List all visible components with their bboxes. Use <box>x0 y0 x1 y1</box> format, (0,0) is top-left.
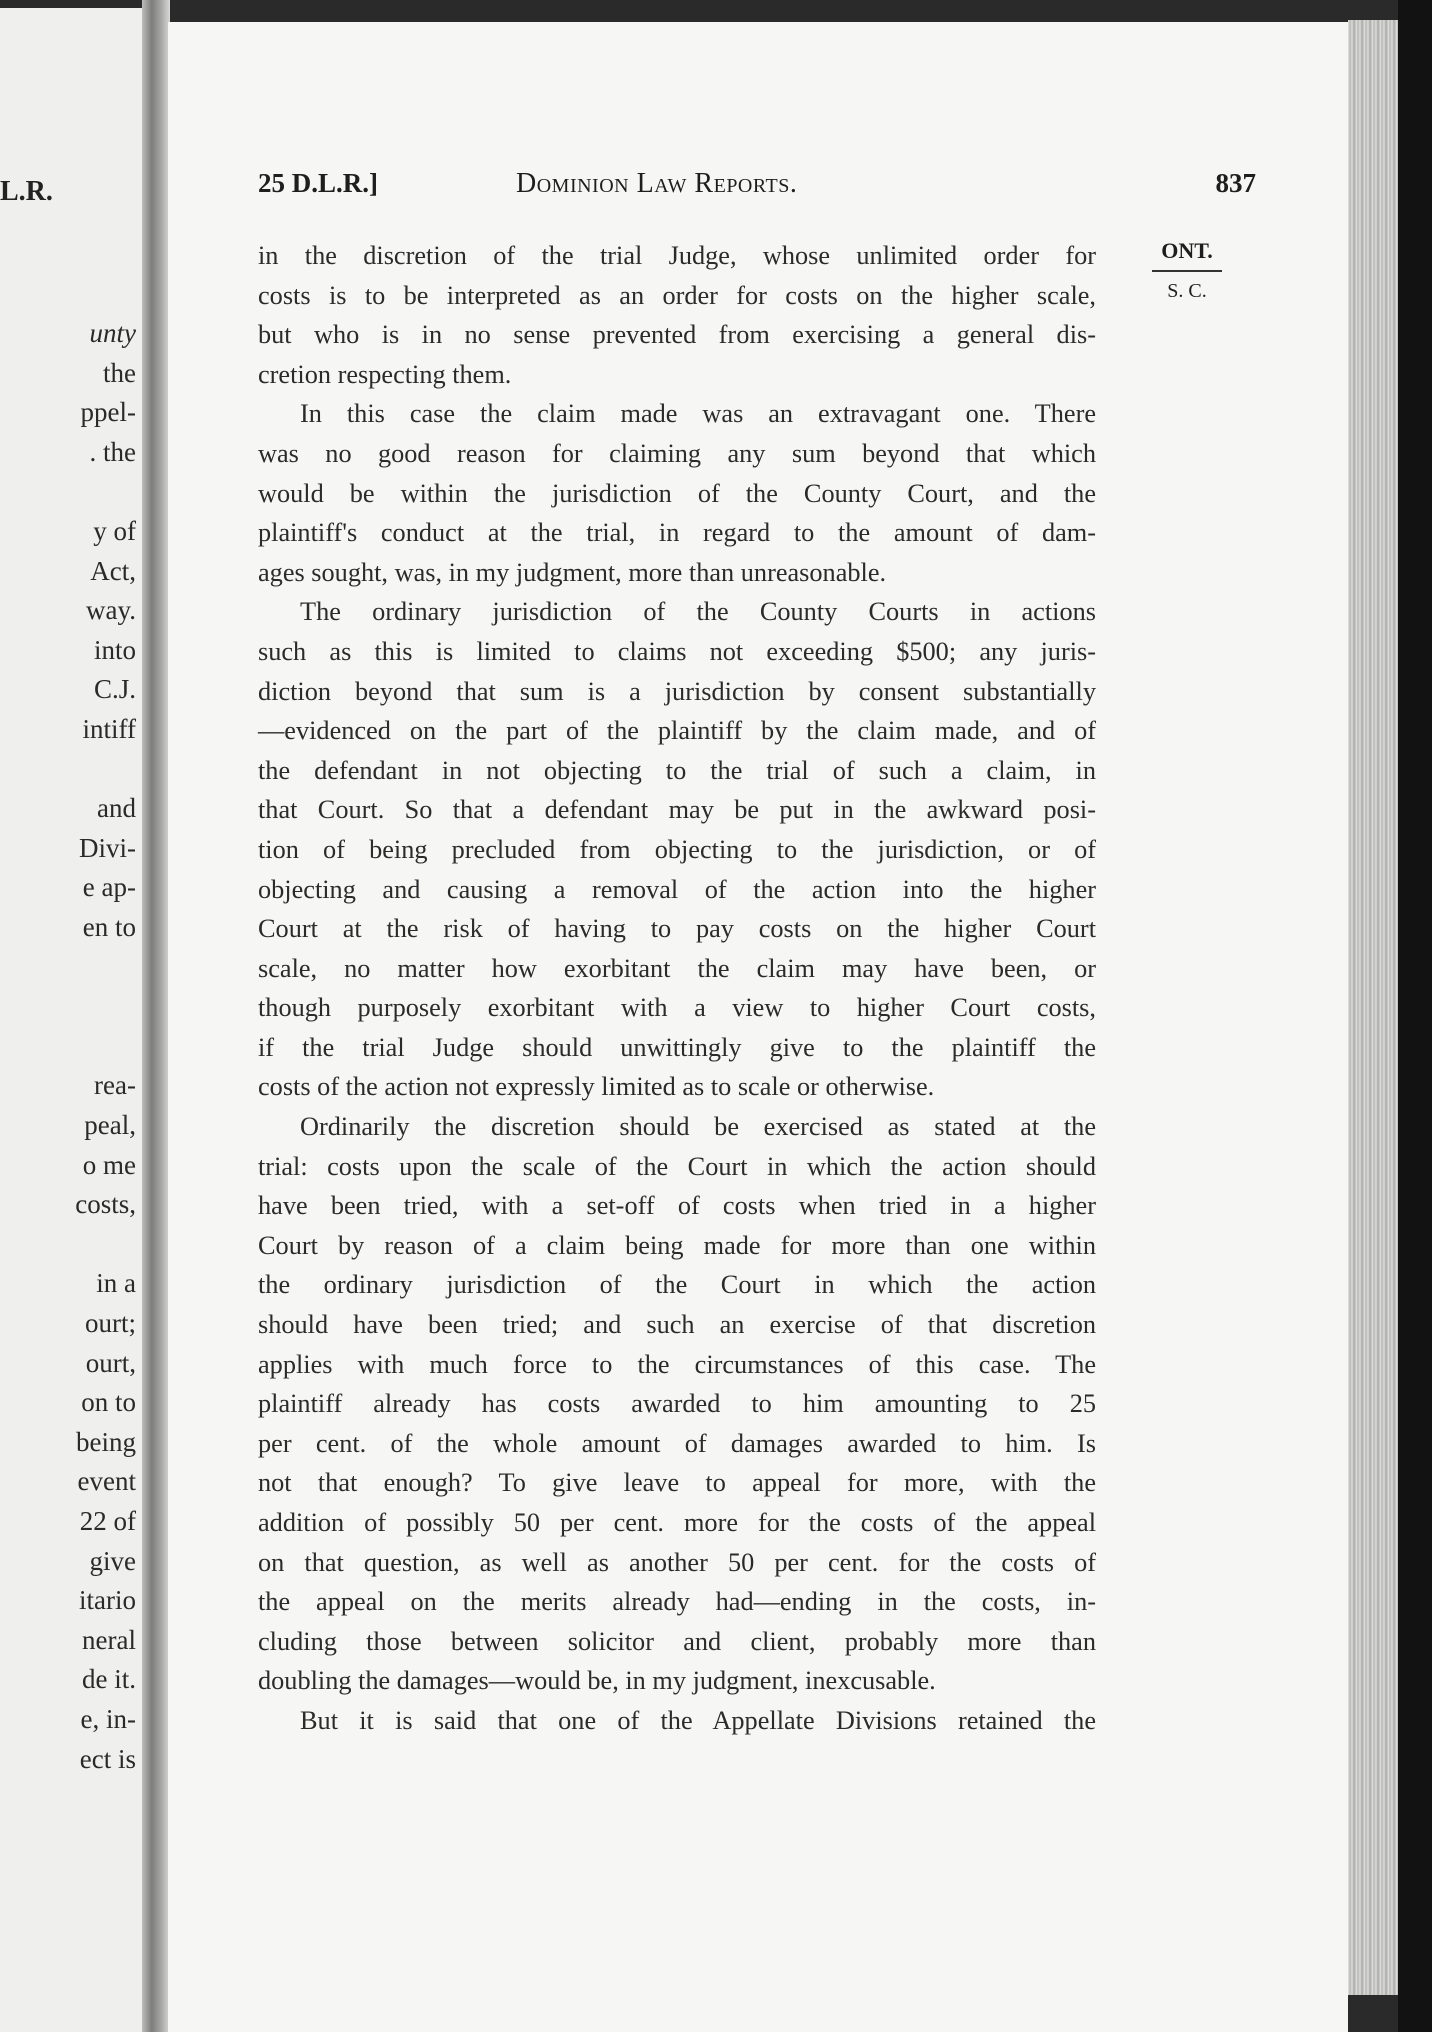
text-line: though purposely exorbitant with a view to higher Court costs, <box>258 993 1096 1023</box>
text-line: that Court. So that a defendant may be put in the awkward posi- <box>258 795 1096 825</box>
left-page-line: unty <box>89 318 136 348</box>
left-page-line: into <box>93 634 136 665</box>
page-edges <box>1348 20 1398 1995</box>
text-line: —evidenced on the part of the plaintiff by the claim made, and of <box>258 716 1096 746</box>
left-page-line: ppel- <box>80 397 136 428</box>
running-header <box>258 168 1256 204</box>
text-line: in the discretion of the trial Judge, whose unlimited order for <box>258 241 1096 270</box>
text-line: the appeal on the merits already had—ending in the costs, in- <box>258 1587 1096 1617</box>
left-page-line: o me <box>82 1149 136 1180</box>
text-line: should have been tried; and such an exercise of that discretion <box>258 1310 1096 1340</box>
text-line: such as this is limited to claims not exceeding $500; any juris- <box>258 636 1096 666</box>
left-page-line: in a <box>96 1268 136 1299</box>
left-page-line: costs, <box>75 1189 136 1220</box>
text-line: on that question, as well as another 50 per cent. for the costs of <box>258 1547 1096 1577</box>
left-page-line: Divi- <box>79 832 136 863</box>
reporter-title: Dominion Law Reports. <box>516 168 798 199</box>
text-line: objecting and causing a removal of the action into the higher <box>258 874 1096 904</box>
text-line: diction beyond that sum is a jurisdiction by consent substantially <box>258 676 1096 706</box>
text-line: scale, no matter how exorbitant the claim may have been, or <box>258 953 1096 983</box>
left-page-line: and <box>97 793 136 824</box>
left-page-line: Act, <box>90 555 136 586</box>
text-line: The ordinary jurisdiction of the County Courts in actions <box>300 597 1096 627</box>
text-line: plaintiff already has costs awarded to him amounting to 25 <box>258 1389 1096 1419</box>
text-line: addition of possibly 50 per cent. more for the costs of the appeal <box>258 1508 1096 1537</box>
paragraph <box>258 1107 1096 1701</box>
text-line: per cent. of the whole amount of damages awarded to him. Is <box>258 1428 1096 1458</box>
left-page-line: rea- <box>94 1070 136 1101</box>
left-page-line: way. <box>86 595 136 626</box>
left-page-line: ourt; <box>85 1308 136 1338</box>
text-line: In this case the claim made was an extravagant one. There <box>300 399 1096 429</box>
book-gutter <box>142 0 170 2032</box>
text-line: the defendant in not objecting to the trial of such a claim, in <box>258 755 1096 785</box>
left-page-line: the <box>103 357 136 388</box>
left-page-line: event <box>77 1466 136 1497</box>
text-line: have been tried, with a set-off of costs when tried in a higher <box>258 1191 1096 1221</box>
text-line: costs of the action not expressly limited as to scale or otherwise. <box>258 1072 935 1102</box>
left-page-line: being <box>76 1426 136 1457</box>
left-page-line: ourt, <box>85 1347 136 1378</box>
left-page-line: e, in- <box>80 1704 136 1734</box>
left-facing-page <box>0 8 142 2032</box>
left-page-line: en to <box>82 912 136 942</box>
left-page-line: C.J. <box>93 674 136 705</box>
margin-sidenote <box>1152 238 1222 303</box>
text-line: plaintiff's conduct at the trial, in regard to the amount of dam- <box>258 518 1096 548</box>
text-line: trial: costs upon the scale of the Court in which the action should <box>258 1151 1096 1181</box>
text-line: Court at the risk of having to pay costs on the higher Court <box>258 914 1096 944</box>
text-line: Ordinarily the discretion should be exercised as stated at the <box>300 1112 1096 1142</box>
left-page-line: neral <box>82 1624 136 1655</box>
text-line: applies with much force to the circumstances of this case. The <box>258 1349 1096 1379</box>
left-page-header: L.R. <box>0 176 53 207</box>
text-line: ages sought, was, in my judgment, more than unreasonable. <box>258 557 887 587</box>
text-line: but who is in no sense prevented from exercising a general dis- <box>258 320 1096 350</box>
left-page-line: itario <box>79 1585 136 1616</box>
left-page-line: ect is <box>79 1743 136 1774</box>
left-page-line: intiff <box>82 714 136 744</box>
paragraph <box>258 394 1096 592</box>
province-label: ONT. <box>1152 238 1222 272</box>
left-page-line: 22 of <box>79 1506 136 1536</box>
text-line: if the trial Judge should unwittingly give to the plaintiff the <box>258 1032 1096 1062</box>
paragraph <box>258 1701 1096 1741</box>
text-line: was no good reason for claiming any sum beyond that which <box>258 438 1096 468</box>
paragraph <box>258 592 1096 1107</box>
scan-background <box>1398 0 1432 2032</box>
page-number: 837 <box>1215 168 1256 198</box>
left-page-line: peal, <box>84 1110 136 1140</box>
text-line: doubling the damages—would be, in my judgment, inexcusable. <box>258 1666 936 1696</box>
text-line: cluding those between solicitor and client, probably more than <box>258 1626 1096 1656</box>
text-line: not that enough? To give leave to appeal for more, with the <box>258 1468 1096 1498</box>
court-label: S. C. <box>1167 280 1207 302</box>
text-line: cretion respecting them. <box>258 359 512 389</box>
left-page-line: de it. <box>82 1664 136 1695</box>
left-page-line: on to <box>81 1387 136 1418</box>
volume-reference: 25 D.L.R.] <box>258 168 378 198</box>
left-page-line: give <box>89 1545 136 1576</box>
text-line: costs is to be interpreted as an order for costs on the higher scale, <box>258 280 1096 310</box>
text-line: tion of being precluded from objecting to the jurisdiction, or of <box>258 834 1096 864</box>
text-line: But it is said that one of the Appellate Divisions retained the <box>300 1705 1096 1735</box>
left-page-line: y of <box>93 516 136 546</box>
left-page-line: e ap- <box>82 872 136 903</box>
text-line: would be within the jurisdiction of the County Court, and the <box>258 478 1096 508</box>
text-line: Court by reason of a claim being made for more than one within <box>258 1230 1096 1260</box>
paragraph <box>258 236 1096 394</box>
body-text <box>258 236 1096 1741</box>
text-line: the ordinary jurisdiction of the Court in which the action <box>258 1270 1096 1300</box>
left-page-line: . the <box>89 436 136 467</box>
